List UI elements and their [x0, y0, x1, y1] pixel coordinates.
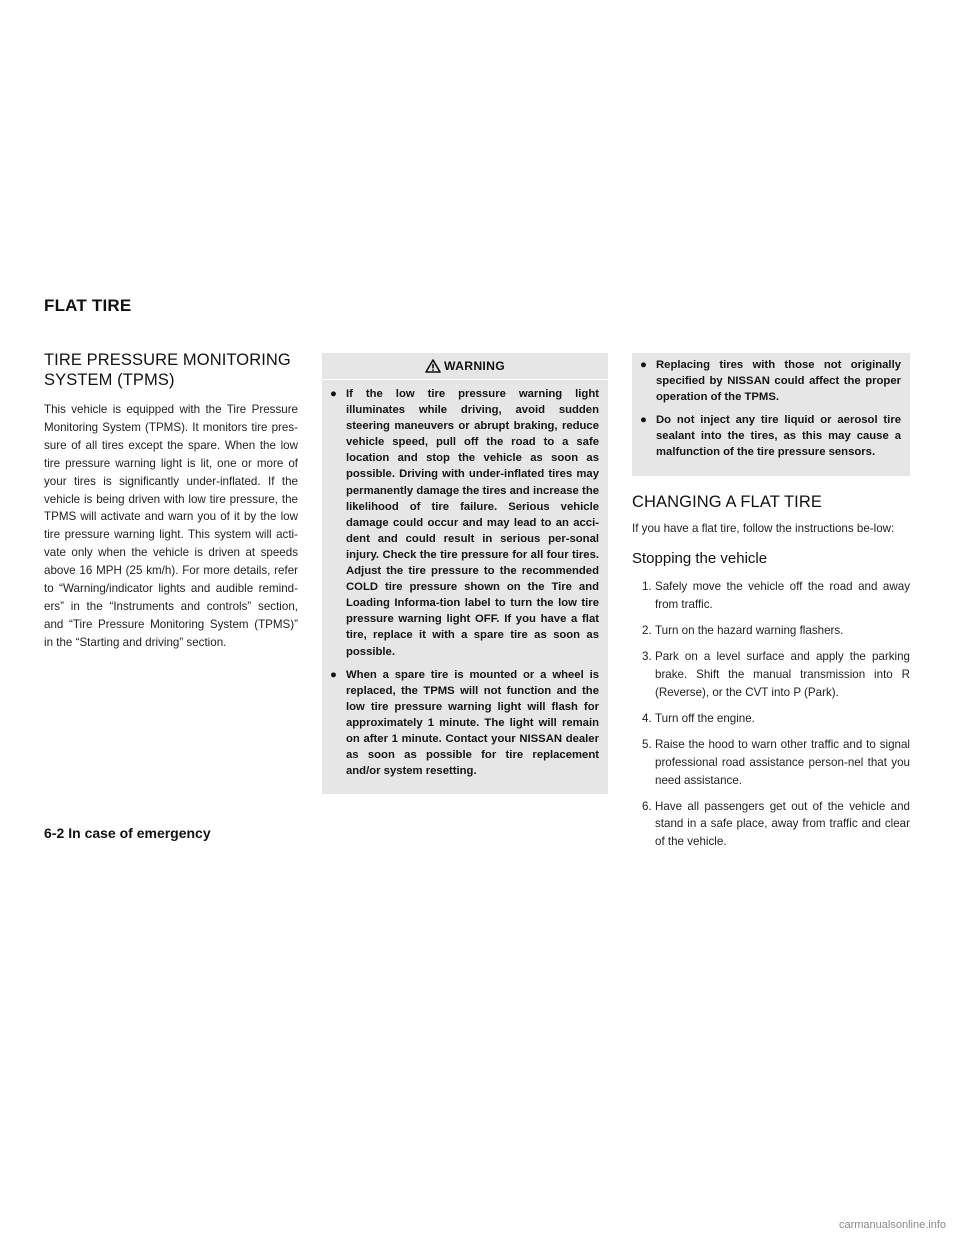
warning-item-text: If the low tire pressure warning light illuminates while driving, avoid sudden steering maneuvers or abrupt braking, reduce vehicle speed, pull off the road to a safe location and stop the vehicle as soon as possible. Driving with under-inflated tires may permanently damage the tires and increase the likelihood of tire failure. Serious vehicle damage could occur and may lead to an acci-dent and could result in serious per-sonal injury. Check the tire pressure for all four tires. Adjust the tire pressure to the recommended COLD tire pressure shown on the Tire and Loading Informa-tion label to turn the low tire pressure warning light OFF. If you have a flat tire, replace it with a spare tire as soon as possible.	[346, 388, 599, 658]
step-number: 4.	[642, 711, 652, 725]
warning-triangle-icon	[425, 359, 441, 373]
step-number: 2.	[642, 624, 652, 638]
step-text: Turn off the engine.	[655, 711, 755, 725]
warning-item	[330, 386, 599, 660]
tpms-title-line1: TIRE PRESSURE MONITORING	[44, 351, 291, 369]
step-text: Raise the hood to warn other traffic and to signal professional road assistance person-nel that you need assistance.	[655, 737, 910, 787]
tpms-title	[44, 350, 298, 390]
tpms-body: This vehicle is equipped with the Tire Pressure Monitoring System (TPMS). It monitors tire pres-sure of all tires except the spare. When the low tire pressure warning light is lit, one or more of your tires is significantly under-inflated. If the vehicle is being driven with low tire pressure, the TPMS will activate and warn you of it by the low tire pressure warning light. This system will acti-vate only when the vehicle is driven at speeds above 16 MPH (25 km/h). For more details, refer to “Warning/indicator lights and audible remind-ers” in the “Instruments and controls” section, and “Tire Pressure Monitoring System (TPMS)” in the “Starting and driving” section.	[44, 403, 298, 649]
column-warning	[322, 353, 608, 794]
changing-intro: If you have a flat tire, follow the instructions be-low:	[632, 521, 895, 535]
step-text: Safely move the vehicle off the road and away from traffic.	[655, 580, 910, 612]
warning-list-continued	[632, 353, 910, 461]
step-text: Park on a level surface and apply the parking brake. Shift the manual transmission into R (Reverse), or the CVT into P (Park).	[655, 650, 910, 699]
watermark[interactable]: carmanualsonline.info	[838, 1219, 946, 1231]
warning-item	[640, 412, 901, 460]
warning-item-text: Replacing tires with those not originally specified by NISSAN could affect the proper operation of the TPMS.	[656, 359, 901, 404]
warning-header-label: WARNING	[443, 359, 505, 373]
page-footer	[44, 825, 211, 841]
warning-item	[640, 357, 901, 405]
step-item	[642, 798, 910, 852]
bullet-icon: ●	[640, 414, 647, 427]
warning-item	[330, 667, 599, 780]
warning-item-text: Do not inject any tire liquid or aerosol tire sealant into the tires, as this may cause a malfunction of the tire pressure sensors.	[656, 414, 901, 459]
footer-section-name: In case of emergency	[68, 825, 211, 841]
step-number: 1.	[642, 580, 652, 594]
steps-list	[632, 578, 910, 851]
step-number: 5.	[642, 737, 652, 751]
step-number: 6.	[642, 799, 652, 813]
column-tpms	[44, 350, 298, 652]
step-item	[642, 622, 910, 640]
step-item	[642, 578, 910, 614]
page-number: 6-2	[44, 825, 65, 841]
changing-title: CHANGING A FLAT TIRE	[632, 492, 822, 511]
section-header: FLAT TIRE	[44, 296, 132, 315]
warning-header	[322, 353, 608, 380]
tpms-title-line2: SYSTEM (TPMS)	[44, 371, 175, 389]
warning-item-text: When a spare tire is mounted or a wheel is replaced, the TPMS will not function and the low tire pressure warning light will flash for approximately 1 minute. The light will remain on after 1 minute. Contact your NISSAN dealer as soon as possible for tire replacement and/or system resetting.	[346, 668, 599, 778]
bullet-icon: ●	[330, 668, 337, 681]
step-item	[642, 710, 910, 728]
bullet-icon: ●	[330, 388, 337, 400]
stopping-title: Stopping the vehicle	[632, 550, 768, 568]
step-item	[642, 648, 910, 702]
bullet-icon: ●	[640, 359, 647, 371]
warning-list	[322, 380, 608, 779]
step-text: Have all passengers get out of the vehicle and stand in a safe place, away from traffic and clear of the vehicle.	[655, 799, 910, 849]
step-text: Turn on the hazard warning flashers.	[655, 624, 844, 638]
step-item	[642, 736, 910, 790]
warning-box-continued	[632, 353, 910, 476]
step-number: 3.	[642, 650, 652, 664]
column-changing	[632, 353, 910, 859]
warning-box	[322, 353, 608, 794]
